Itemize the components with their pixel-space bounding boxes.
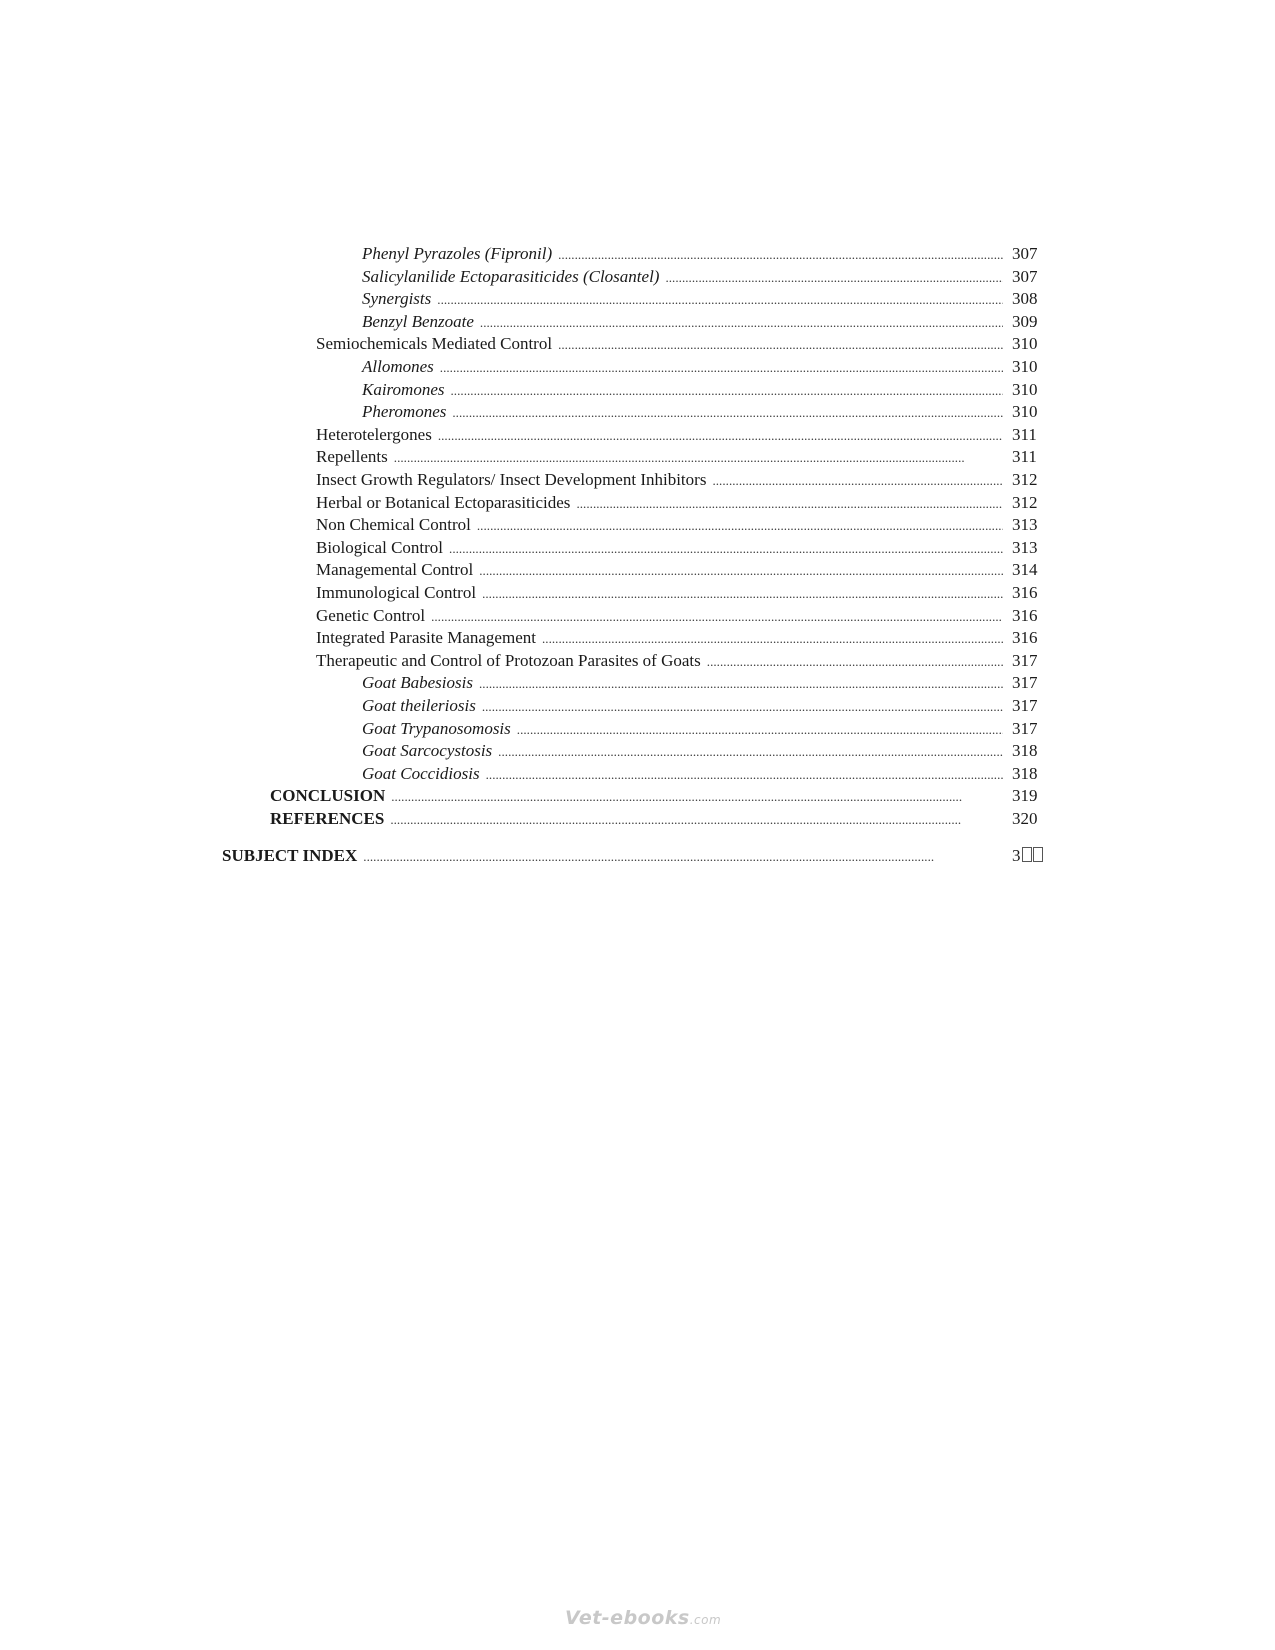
toc-entry[interactable] — [362, 379, 1003, 401]
toc-entry-page: 311 — [1012, 447, 1037, 467]
toc-entry-title: Salicylanilide Ectoparasiticides (Closantel) — [362, 266, 660, 286]
toc-entry[interactable] — [362, 718, 1003, 740]
toc-entry-title: Benzyl Benzoate — [362, 311, 474, 331]
dot-leader — [707, 651, 1003, 673]
toc-entry-title: Integrated Parasite Management — [316, 628, 536, 648]
dot-leader — [576, 493, 1003, 515]
toc-entry[interactable] — [222, 845, 1003, 867]
toc-entry[interactable] — [362, 311, 1003, 333]
toc-entry[interactable] — [362, 401, 1003, 423]
toc-entry-title: Pheromones — [362, 402, 447, 422]
toc-entry-title: Non Chemical Control — [316, 515, 471, 535]
dot-leader — [431, 606, 1003, 628]
toc-entry-page: 309 — [1012, 311, 1038, 331]
toc-entry[interactable] — [316, 650, 1003, 672]
missing-glyph-icon — [1022, 847, 1032, 862]
toc-entry-title: Therapeutic and Control of Protozoan Parasites of Goats — [316, 650, 701, 670]
toc-entry-title: Genetic Control — [316, 605, 426, 625]
toc-entry-page: 316 — [1012, 583, 1038, 602]
toc-entry-title: Immunological Control — [316, 583, 477, 602]
toc-entry-page: 317 — [1012, 696, 1038, 715]
toc-entry-title: Herbal or Botanical Ectoparasiticides — [316, 492, 571, 512]
toc-entry[interactable] — [316, 582, 1003, 604]
toc-entry-title: Managemental Control — [316, 560, 474, 580]
toc-entry-title: Goat Sarcocystosis — [362, 741, 493, 761]
dot-leader — [712, 470, 1003, 492]
dot-leader — [390, 809, 1003, 831]
toc-entry-title: SUBJECT INDEX — [222, 845, 358, 865]
toc-entry-page: 318 — [1012, 763, 1038, 783]
watermark-logo: Vet-ebooks.com — [565, 1607, 722, 1629]
toc-entry-page: 308 — [1012, 289, 1038, 309]
toc-entry-page: 313 — [1012, 515, 1038, 535]
toc-entry[interactable] — [362, 266, 1003, 288]
toc-entry-title: Goat Babesiosis — [362, 673, 473, 693]
toc-entry[interactable] — [316, 469, 1003, 491]
toc-entry-page: 307 — [1012, 266, 1038, 286]
toc-entry-page: 307 — [1012, 244, 1038, 263]
toc-entry[interactable] — [316, 605, 1003, 627]
toc-entry-title: Semiochemicals Mediated Control — [316, 334, 553, 354]
toc-entry-page: 316 — [1012, 605, 1038, 625]
toc-entry-title: Synergists — [362, 289, 432, 309]
dot-leader — [440, 357, 1003, 379]
dot-leader — [452, 402, 1003, 424]
dot-leader — [482, 583, 1003, 605]
dot-leader — [477, 515, 1003, 537]
dot-leader — [479, 560, 1003, 582]
dot-leader — [363, 846, 1003, 868]
dot-leader — [482, 696, 1003, 718]
dot-leader — [558, 244, 1003, 266]
dot-leader — [517, 719, 1003, 741]
dot-leader — [486, 764, 1003, 786]
toc-entry-title: Allomones — [362, 357, 434, 376]
toc-entry-title: Kairomones — [362, 379, 445, 399]
dot-leader — [391, 786, 1003, 808]
toc-entry[interactable] — [316, 627, 1003, 649]
dot-leader — [498, 741, 1003, 763]
toc-entry-page: 319 — [1012, 786, 1038, 806]
toc-entry[interactable] — [362, 243, 1003, 265]
toc-entry-page: 320 — [1012, 809, 1038, 828]
dot-leader — [437, 289, 1003, 311]
dot-leader — [449, 538, 1003, 560]
dot-leader — [438, 425, 1003, 447]
toc-entry[interactable] — [270, 785, 1003, 807]
toc-entry-page: 316 — [1012, 628, 1038, 648]
toc-entry-title: Biological Control — [316, 537, 444, 557]
toc-entry-title: REFERENCES — [270, 809, 385, 828]
dot-leader — [665, 267, 1003, 289]
toc-entry[interactable] — [362, 695, 1003, 717]
toc-entry-page: 310 — [1012, 379, 1038, 399]
toc-entry-page: 3 — [1012, 845, 1043, 867]
toc-entry-page: 311 — [1012, 424, 1037, 444]
toc-entry[interactable] — [316, 537, 1003, 559]
toc-entry[interactable] — [362, 288, 1003, 310]
toc-entry[interactable] — [316, 559, 1003, 581]
toc-entry-page: 318 — [1012, 741, 1038, 761]
toc-entry-title: Goat Coccidiosis — [362, 763, 480, 783]
dot-leader — [542, 628, 1003, 650]
toc-entry-title: Phenyl Pyrazoles (Fipronil) — [362, 244, 553, 263]
toc-entry-title: Heterotelergones — [316, 424, 432, 444]
toc-entry-title: Insect Growth Regulators/ Insect Development Inhibitors — [316, 470, 707, 489]
toc-entry[interactable] — [316, 424, 1003, 446]
toc-entry[interactable] — [362, 763, 1003, 785]
toc-entry-page: 314 — [1012, 560, 1038, 580]
toc-entry[interactable] — [362, 740, 1003, 762]
toc-entry-page: 317 — [1012, 650, 1038, 670]
toc-entry-page: 317 — [1012, 718, 1038, 738]
dot-leader — [480, 312, 1003, 334]
toc-entry-page: 312 — [1012, 470, 1038, 489]
toc-entry-page: 310 — [1012, 402, 1038, 422]
toc-entry[interactable] — [270, 808, 1003, 830]
dot-leader — [394, 447, 1003, 469]
toc-entry-title: Goat Trypanosomosis — [362, 718, 511, 738]
toc-entry[interactable] — [362, 672, 1003, 694]
dot-leader — [558, 334, 1003, 356]
toc-entry[interactable] — [316, 492, 1003, 514]
toc-entry[interactable] — [316, 446, 1003, 468]
toc-entry[interactable] — [316, 514, 1003, 536]
missing-glyph-icon — [1033, 847, 1043, 862]
toc-entry-title: Repellents — [316, 447, 388, 467]
toc-entry[interactable] — [362, 356, 1003, 378]
toc-entry-page: 310 — [1012, 357, 1038, 376]
toc-entry-page: 312 — [1012, 492, 1038, 512]
toc-entry-page: 310 — [1012, 334, 1038, 354]
toc-entry[interactable] — [316, 333, 1003, 355]
toc-entry-page: 317 — [1012, 673, 1038, 693]
toc-entry-page: 313 — [1012, 537, 1038, 557]
dot-leader — [479, 673, 1003, 695]
dot-leader — [451, 380, 1004, 402]
toc-entry-title: CONCLUSION — [270, 786, 386, 806]
toc-entry-title: Goat theileriosis — [362, 696, 476, 715]
